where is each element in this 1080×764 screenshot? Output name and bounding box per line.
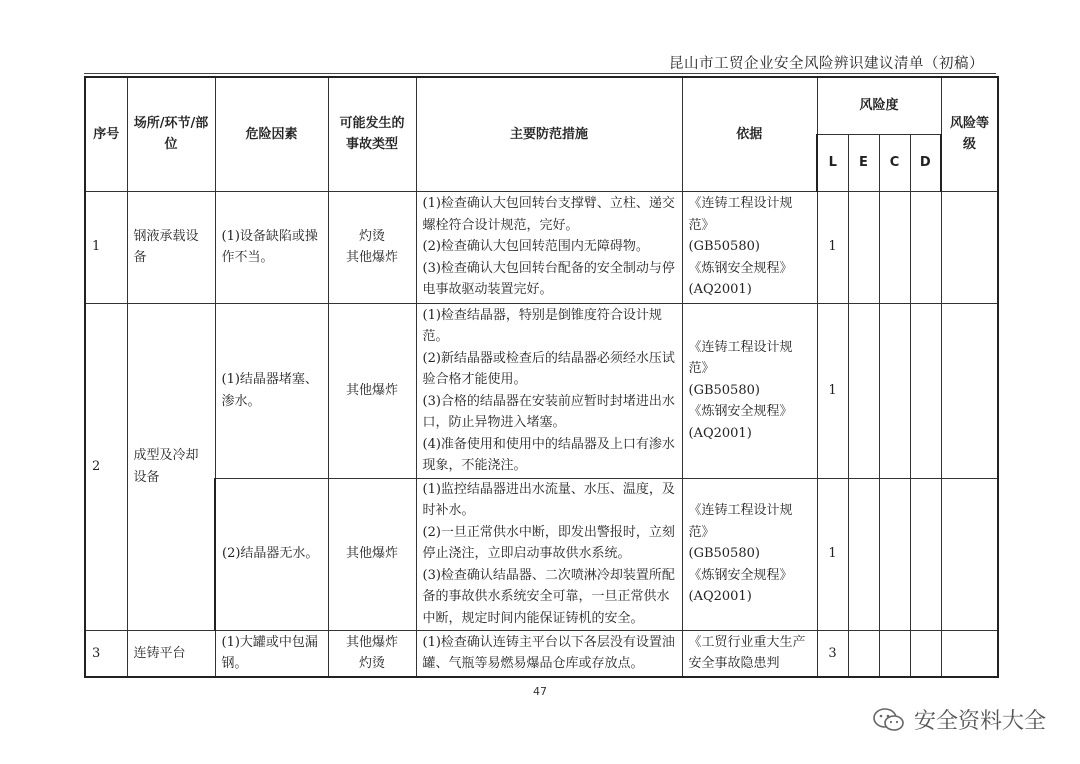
header-location: 场所/环节/部位 — [127, 77, 215, 191]
accident-type: 其他爆炸 — [345, 250, 398, 265]
measure-item: (2)新结晶器或检查后的结晶器必须经水压试验合格才能使用。 — [422, 350, 675, 387]
measure-item: (1)检查确认大包回转台支撑臂、立柱、递交螺栓符合设计规范，完好。 — [422, 196, 675, 233]
row-l: 1 — [817, 478, 848, 630]
row-d — [910, 303, 941, 478]
wechat-icon — [872, 707, 906, 733]
accident-type: 灼烫 — [358, 228, 385, 244]
row-location: 成型及冷却设备 — [127, 303, 215, 630]
risk-table — [84, 76, 999, 678]
basis-line: 《工贸行业重大生产安全事故隐患判 — [688, 634, 806, 672]
basis-line: 《炼钢安全规程》 — [688, 404, 793, 420]
row-l: 1 — [817, 303, 848, 478]
row-hazard: (1)设备缺陷或操作不当。 — [215, 191, 328, 303]
table-row — [85, 630, 998, 677]
basis-line: (AQ2001) — [688, 589, 752, 605]
header-basis: 依据 — [682, 77, 817, 191]
basis-line: 《连铸工程设计规范》 — [688, 339, 793, 377]
measure-item: (1)监控结晶器进出水流量、水压、温度，及时补水。 — [422, 481, 675, 519]
row-measures — [416, 478, 682, 630]
row-accident: 其他爆炸 — [328, 478, 416, 630]
row-location: 钢液承载设备 — [127, 191, 215, 303]
basis-line: 《炼钢安全规程》 — [688, 567, 793, 583]
row-c — [879, 630, 910, 677]
measure-item: (3)检查确认结晶器、二次喷淋冷却装置所配备的事故供水系统安全可靠，一旦正常供水中断，规定时间内能保证铸机的安全。 — [422, 567, 675, 626]
row-level — [941, 478, 998, 630]
row-measures — [416, 630, 682, 677]
header-hazard: 危险因素 — [215, 77, 328, 191]
row-no: 2 — [85, 303, 127, 630]
row-accident — [328, 630, 416, 677]
measure-item: (2)检查确认大包回转范围内无障碍物。 — [422, 239, 649, 255]
row-basis — [682, 478, 817, 630]
row-d — [910, 630, 941, 677]
row-basis — [682, 630, 817, 677]
measure-item: (4)准备使用和使用中的结晶器及上口有渗水现象，不能浇注。 — [422, 436, 675, 473]
row-hazard: (2)结晶器无水。 — [215, 478, 328, 630]
row-e — [848, 478, 879, 630]
row-measures — [416, 303, 682, 478]
basis-line: (GB50580) — [688, 382, 760, 398]
accident-type: 其他爆炸 — [345, 634, 398, 650]
header-risk-degree: 风险度 — [817, 77, 941, 134]
watermark — [872, 704, 1046, 735]
title-rule — [84, 73, 996, 74]
basis-line: 《连铸工程设计规范》 — [688, 503, 793, 540]
table-row — [85, 478, 998, 630]
measure-item: (1)检查结晶器，特别是倒锥度符合设计规范。 — [422, 307, 662, 344]
row-basis — [682, 303, 817, 478]
basis-line: 《连铸工程设计规范》 — [688, 196, 793, 233]
measure-item: (3)检查确认大包回转台配备的安全制动与停电事故驱动装置完好。 — [422, 260, 675, 298]
row-measures — [416, 191, 682, 303]
basis-line: (GB50580) — [688, 546, 760, 562]
row-no: 3 — [85, 630, 127, 677]
row-c — [879, 191, 910, 303]
header-measures: 主要防范措施 — [416, 77, 682, 191]
row-no: 1 — [85, 191, 127, 303]
row-c — [879, 478, 910, 630]
row-l: 3 — [817, 630, 848, 677]
basis-line: (AQ2001) — [688, 282, 752, 298]
watermark-text: 安全资料大全 — [913, 709, 1046, 734]
header-c: C — [879, 134, 910, 191]
header-accident: 可能发生的事故类型 — [328, 77, 416, 191]
basis-line: 《炼钢安全规程》 — [688, 260, 793, 276]
row-l: 1 — [817, 191, 848, 303]
row-basis — [682, 191, 817, 303]
table-row — [85, 303, 998, 478]
row-location: 连铸平台 — [127, 630, 215, 677]
row-e — [848, 191, 879, 303]
row-level — [941, 303, 998, 478]
measure-item: (1)检查确认连铸主平台以下各层没有设置油罐、气瓶等易燃易爆品仓库或存放点。 — [422, 634, 675, 672]
row-d — [910, 478, 941, 630]
row-e — [848, 630, 879, 677]
row-accident: 其他爆炸 — [328, 303, 416, 478]
row-accident — [328, 191, 416, 303]
row-d — [910, 191, 941, 303]
row-level — [941, 191, 998, 303]
header-l: L — [817, 134, 848, 191]
basis-line: (AQ2001) — [688, 425, 752, 441]
accident-type: 灼烫 — [358, 656, 385, 672]
header-d: D — [910, 134, 941, 191]
row-hazard: (1)大罐或中包漏钢。 — [215, 630, 328, 677]
measure-item: (3)合格的结晶器在安装前应暂时封堵进出水口，防止异物进入堵塞。 — [422, 393, 675, 430]
header-risk-level: 风险等级 — [941, 77, 998, 191]
table-row — [85, 191, 998, 303]
document-title: 昆山市工贸企业安全风险辨识建议清单（初稿） — [669, 56, 984, 72]
header-e: E — [848, 134, 879, 191]
row-level — [941, 630, 998, 677]
measure-item: (2)一旦正常供水中断，即发出警报时，立刻停止浇注，立即启动事故供水系统。 — [422, 524, 675, 562]
basis-line: (GB50580) — [688, 239, 760, 255]
header-no: 序号 — [85, 77, 127, 191]
row-hazard: (1)结晶器堵塞、渗水。 — [215, 303, 328, 478]
row-e — [848, 303, 879, 478]
page-number: 47 — [533, 685, 547, 698]
row-c — [879, 303, 910, 478]
